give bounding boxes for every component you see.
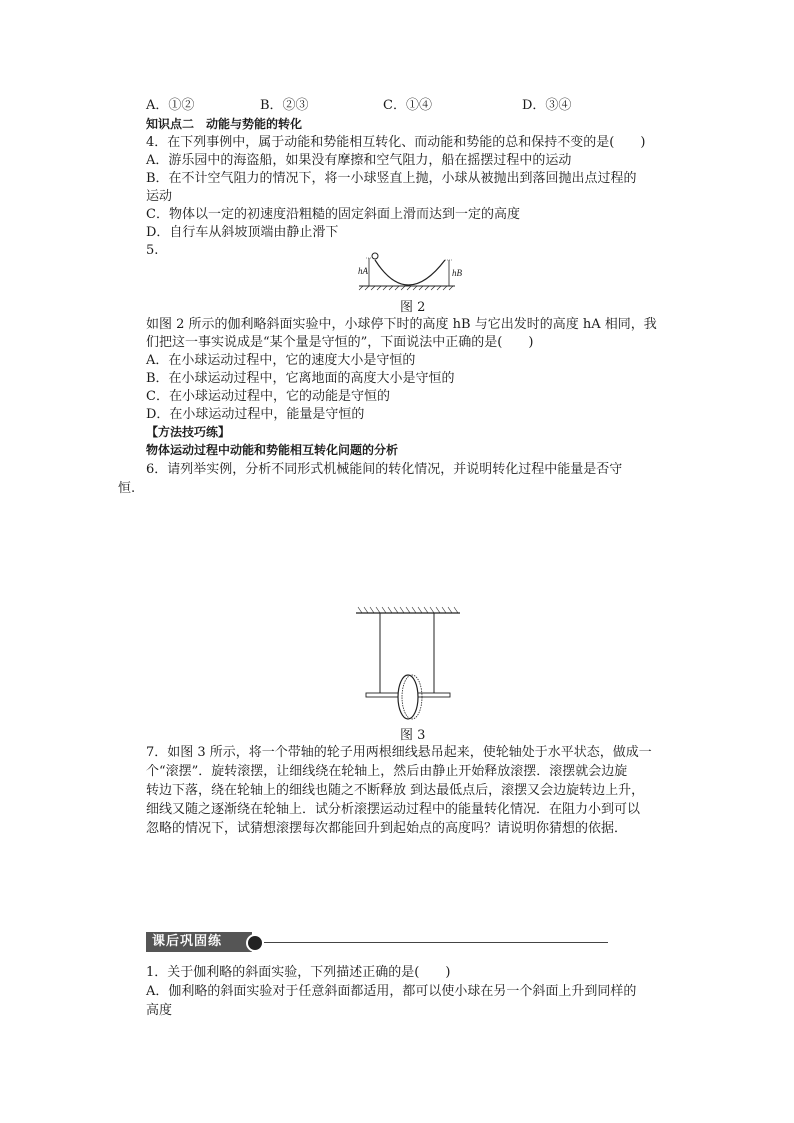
q7-line4: 细线又随之逐渐绕在轮轴上．试分析滚摆运动过程中的能量转化情况．在阻力小到可以 [146,802,641,817]
q5-option-a: A．在小球运动过程中，它的速度大小是守恒的 [146,353,416,368]
figure-3-caption: 图 3 [400,728,426,743]
after-q1-option-a-line1: A．伽利略的斜面实验对于任意斜面都适用，都可以使小球在另一个斜面上升到同样的 [146,984,637,999]
figure-2-caption: 图 2 [400,300,426,315]
figure-2-galileo-incline [355,252,465,292]
option-a: A．①② [146,98,195,113]
banner-dot-icon [246,934,264,952]
option-d: D．③④ [522,98,572,113]
q5-option-d: D．在小球运动过程中，能量是守恒的 [146,407,365,422]
section-banner-label: 课后巩固练 [146,932,252,952]
method-subheading: 物体运动过程中动能和势能相互转化问题的分析 [146,443,399,457]
q5-number: 5. [146,243,159,258]
q4-stem: 4．在下列事例中，属于动能和势能相互转化、而动能和势能的总和保持不变的是( ) [146,135,646,150]
banner-rule [264,942,608,943]
knowledge-point-heading: 知识点二 动能与势能的转化 [146,117,303,131]
q6-line2: 恒. [118,481,136,496]
q5-option-b: B．在小球运动过程中，它离地面的高度大小是守恒的 [146,371,455,386]
option-b: B．②③ [260,98,309,113]
q4-option-b-line2: 运动 [146,189,173,204]
label-ha: hA [358,266,368,276]
q4-option-b-line1: B．在不计空气阻力的情况下，将一小球竖直上抛，小球从被抛出到落回抛出点过程的 [146,171,637,186]
q5-stem-line1: 如图 2 所示的伽利略斜面实验中，小球停下时的高度 hB 与它出发时的高度 hA 相同，我 [146,317,657,332]
label-hb: hB [452,268,462,278]
ball-icon [372,253,378,259]
q5-option-c: C．在小球运动过程中，它的动能是守恒的 [146,389,390,404]
after-q1-option-a-line2: 高度 [146,1003,173,1018]
q7-line1: 7．如图 3 所示，将一个带轴的轮子用两根细线悬吊起来，使轮轴处于水平状态，做成一 [146,745,652,760]
q7-line2: 个“滚摆”．旋转滚摆，让细线绕在轮轴上，然后由静止开始释放滚摆．滚摆就会边旋 [146,764,628,779]
q4-option-c: C．物体以一定的初速度沿粗糙的固定斜面上滑而达到一定的高度 [146,207,520,222]
q7-line5: 忽略的情况下，试猜想滚摆每次都能回升到起始点的高度吗？请说明你猜想的依据． [146,821,628,836]
method-heading: 【方法技巧练】 [146,425,231,439]
after-q1-stem: 1．关于伽利略的斜面实验，下列描述正确的是( ) [146,965,451,980]
q7-line3: 转边下落，绕在轮轴上的细线也随之不断释放 到达最低点后，滚摆又会边旋转边上升， [146,783,645,798]
q4-option-a: A．游乐园中的海盗船，如果没有摩擦和空气阻力，船在摇摆过程中的运动 [146,153,572,168]
q4-option-d: D．自行车从斜坡顶端由静止滑下 [146,225,339,240]
figure-3-maxwell-wheel [354,605,464,735]
q6-line1: 6．请列举实例，分析不同形式机械能间的转化情况，并说明转化过程中能量是否守 [146,462,623,477]
option-c: C．①④ [383,98,432,113]
q5-stem-line2: 们把这一事实说成是“某个量是守恒的”，下面说法中正确的是( ) [146,335,534,350]
